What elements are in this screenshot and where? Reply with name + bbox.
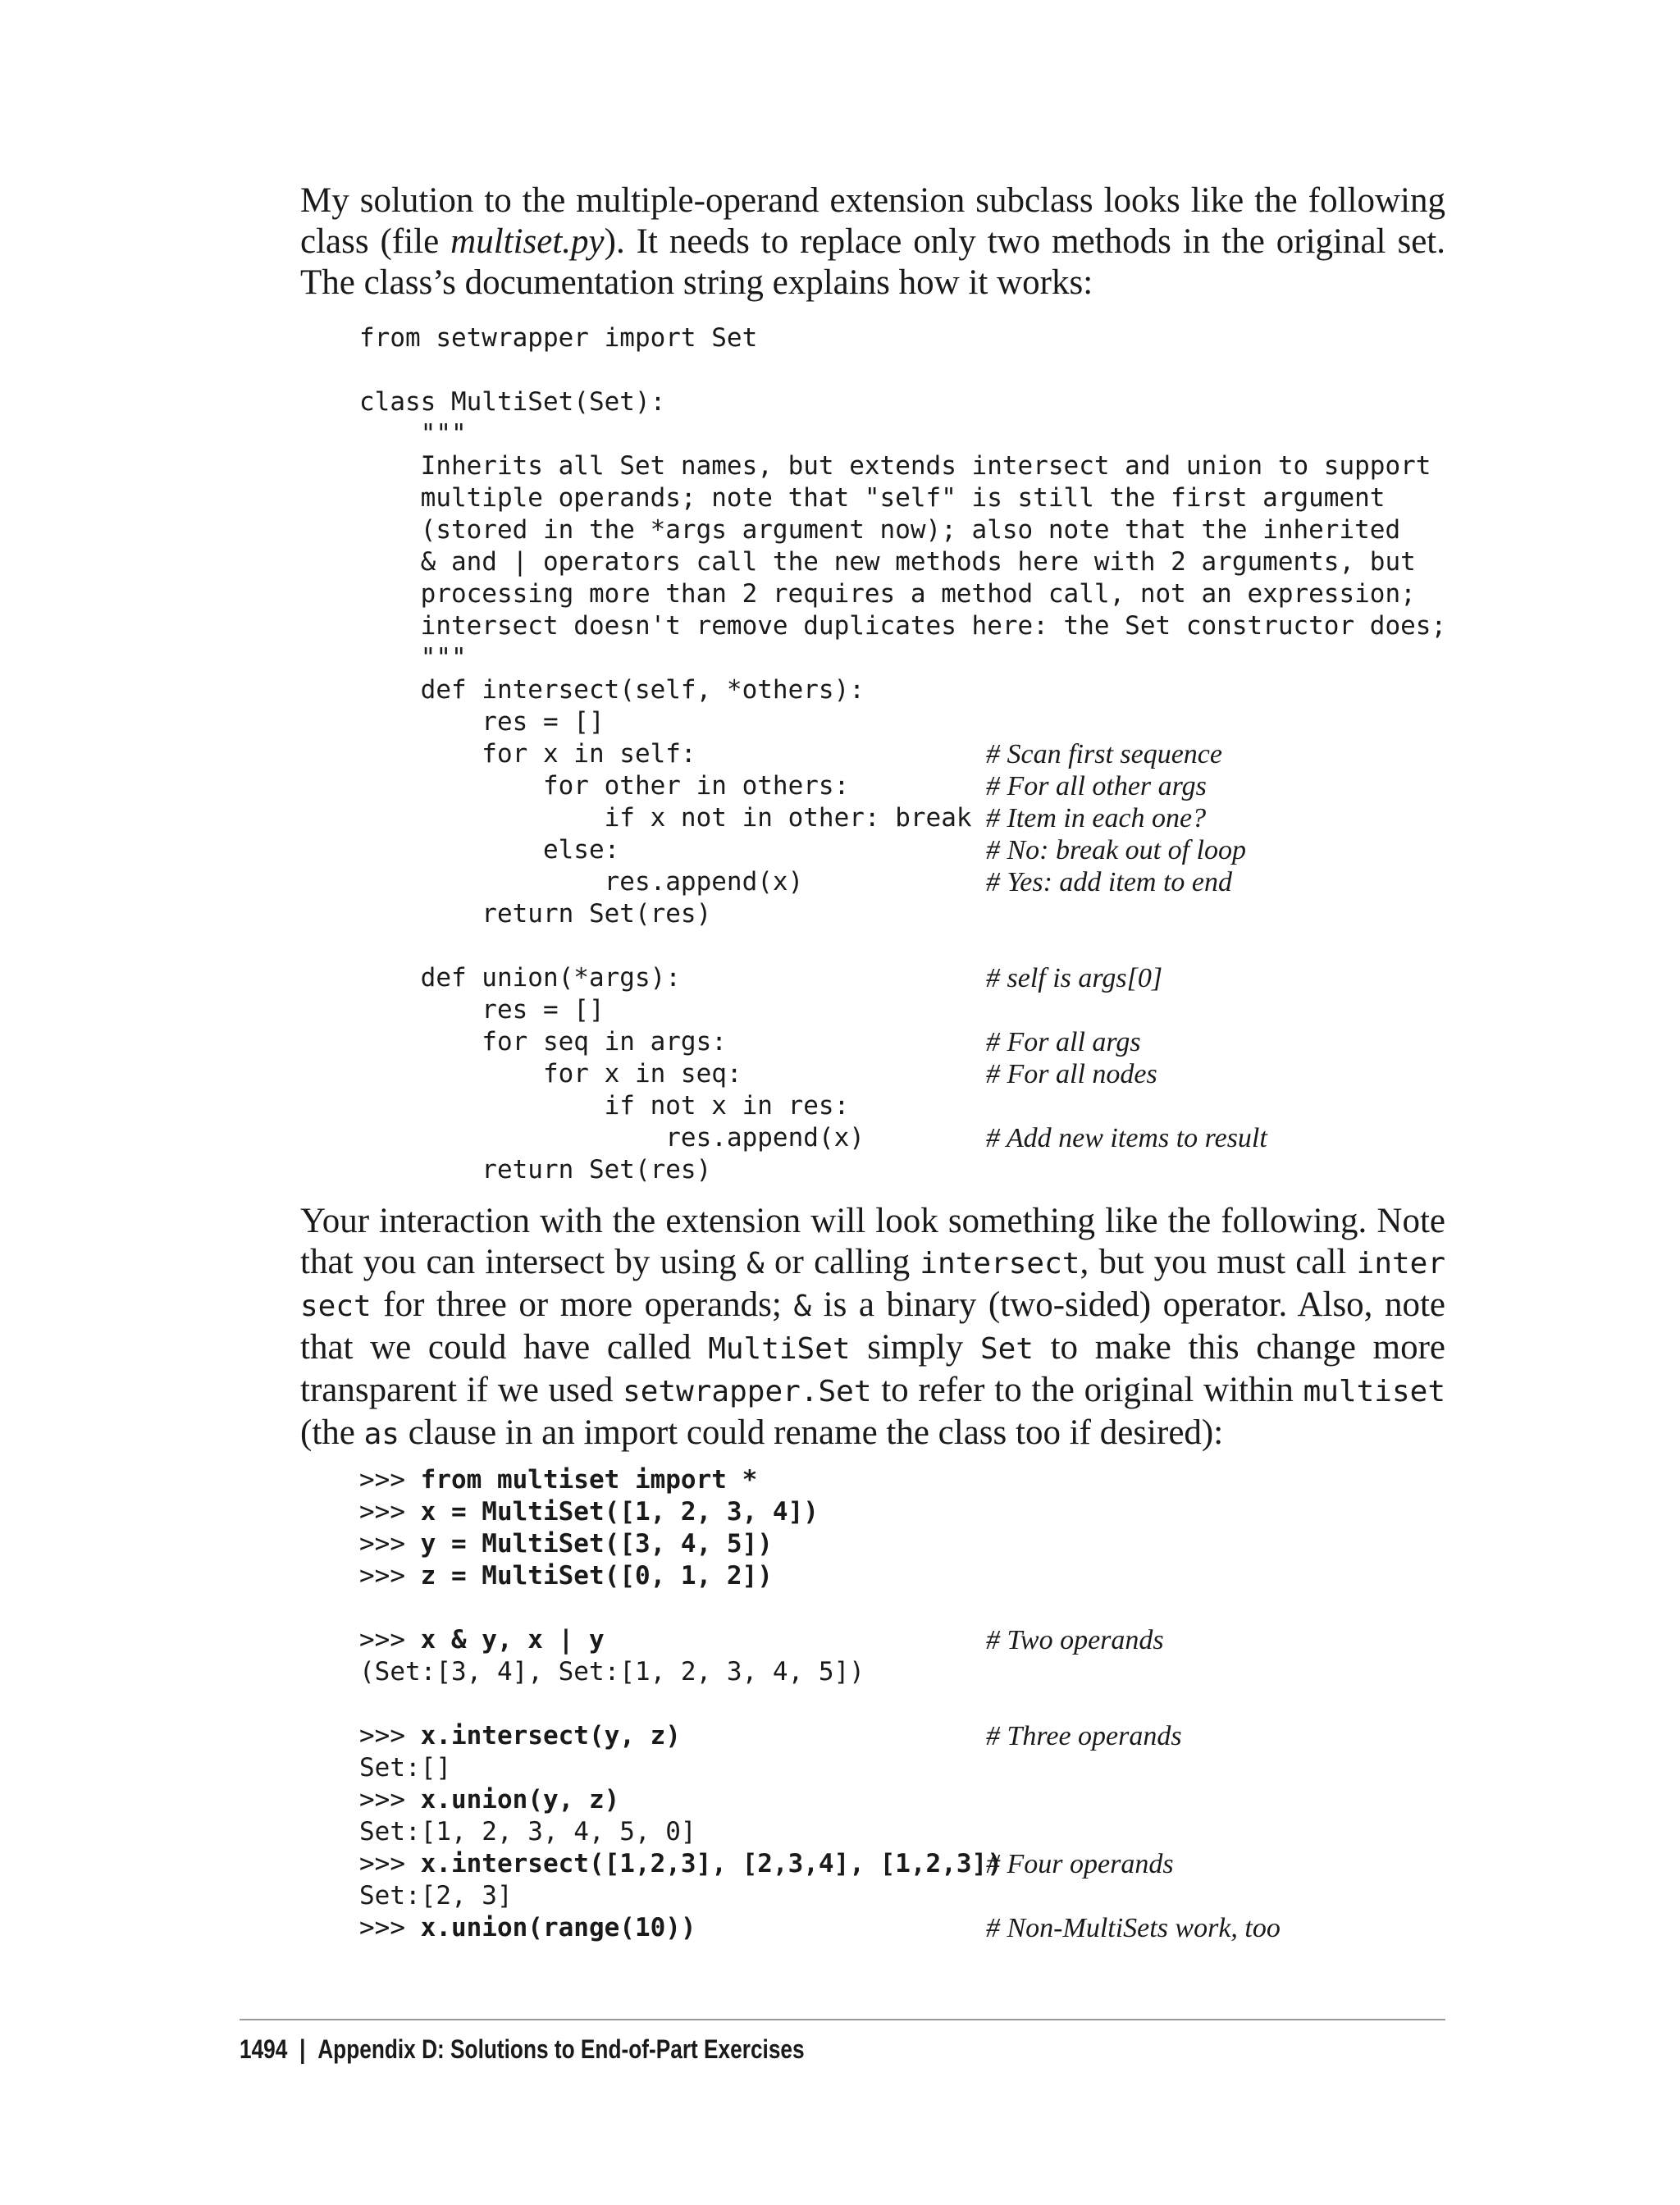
repl-prompt: >>> [359,1497,421,1527]
code-text: for seq in args: [359,1027,727,1057]
code-line [359,738,1446,770]
code-text: return Set(res) [359,1155,712,1185]
inline-code-setwrapper-set: setwrapper.Set [623,1375,872,1408]
code-text: intersect doesn't remove duplicates here: the Set constructor does; [359,611,1447,641]
code-line [359,1624,1164,1656]
chapter-title: Appendix D: Solutions to End-of-Part Exercises [317,2034,805,2064]
repl-prompt: >>> [359,1721,421,1751]
code-text: """ [359,643,467,673]
code-text: for x in seq: [359,1059,742,1089]
repl-prompt: >>> [359,1913,421,1942]
code-text: z = MultiSet([0, 1, 2]) [420,1561,773,1591]
repl-prompt: >>> [359,1561,421,1591]
code-line [359,1752,1002,1784]
code-comment: # For all args [986,1027,1141,1057]
interaction-paragraph [300,1201,1445,1455]
code-listing-multiset-class [359,322,1446,1186]
code-text: multiple operands; note that "self" is still the first argument [359,483,1386,513]
code-line [359,1058,1446,1090]
code-line [359,546,1446,578]
repl-output: (Set:[3, 4], Set:[1, 2, 3, 4, 5]) [359,1657,865,1687]
inline-code-set: Set [979,1332,1034,1366]
code-line [359,322,1446,354]
repl-output: Set:[] [359,1753,451,1783]
inline-code-multiset-class: MultiSet [708,1332,851,1366]
code-line [359,802,1446,834]
code-comment: # Four operands [986,1849,1174,1879]
code-line [359,386,1446,418]
interaction-text-8: to refer to the original within [871,1371,1303,1409]
inline-code-as: as [363,1418,399,1451]
code-line [359,418,1446,450]
code-line [359,578,1446,610]
code-text: if not x in res: [359,1091,850,1121]
code-line [359,1592,1002,1624]
code-line [359,1528,1002,1560]
interaction-text-9: (the [300,1413,364,1452]
inline-code-intersect: intersect [920,1247,1080,1281]
code-comment: # Item in each one? [986,803,1207,833]
inline-code-multiset-module: multiset [1303,1375,1445,1408]
code-line [359,354,1446,386]
repl-prompt: >>> [359,1465,421,1495]
code-text: y = MultiSet([3, 4, 5]) [420,1529,773,1559]
inline-code-inter-sect: inter sect [300,1247,1446,1323]
code-text: x.intersect(y, z) [420,1721,681,1751]
code-comment: # Two operands [986,1625,1164,1655]
code-text: from multiset import * [420,1465,758,1495]
code-line [359,514,1446,546]
intro-text-1: My solution to the multiple-operand extension subclass looks like the following class (file [300,181,1445,261]
code-listing-interactive-session [359,1464,1281,1944]
code-text: res.append(x) [359,1123,865,1153]
code-line [359,1880,1002,1912]
code-comment: # self is args[0] [986,963,1163,993]
code-line [359,1154,1446,1186]
code-line [359,1848,1174,1880]
code-line [359,1688,1002,1720]
code-line [359,962,1446,994]
code-text: res = [] [359,707,605,737]
code-text: def union(*args): [359,963,681,993]
repl-output: Set:[1, 2, 3, 4, 5, 0] [359,1817,696,1847]
code-line [359,450,1446,482]
inline-code-ampersand: & [746,1247,765,1281]
code-text: def intersect(self, *others): [359,675,865,705]
code-text: for other in others: [359,771,850,801]
code-comment: # Non-MultiSets work, too [986,1913,1281,1943]
code-text: for x in self: [359,739,696,769]
repl-output: Set:[2, 3] [359,1881,513,1911]
code-comment: # Scan first sequence [986,739,1222,769]
code-text: x & y, x | y [420,1625,605,1655]
code-line [359,642,1446,674]
code-text: x.intersect([1,2,3], [2,3,4], [1,2,3]) [420,1849,1002,1879]
code-line [359,770,1446,802]
code-line [359,674,1446,706]
code-text: x.union(y, z) [420,1785,620,1815]
footer-separator: | [299,2034,306,2064]
code-comment: # Three operands [986,1721,1182,1751]
interaction-text-1: Your interaction with the extension will look something like the following. Note that you can intersect by using [300,1202,1445,1281]
page-number: 1494 [240,2034,288,2064]
code-text: & and | operators call the new methods here with 2 arguments, but [359,547,1416,577]
code-line [359,482,1446,514]
code-line [359,834,1446,866]
code-comment: # No: break out of loop [986,835,1246,865]
code-text: Inherits all Set names, but extends intersect and union to support [359,451,1431,481]
code-line [359,1560,1002,1592]
interaction-text-5: is a binary (two-sided) operator. Also, note that we could have called [300,1285,1446,1367]
intro-filename: multiset.py [450,222,605,261]
interaction-text-6: simply [850,1328,980,1367]
code-text: res.append(x) [359,867,804,897]
code-line [359,1122,1446,1154]
code-line [359,706,1446,738]
intro-text-2: ). It needs to replace only two methods in the original set. The class’s documentation string explains how it works: [300,222,1445,302]
repl-prompt: >>> [359,1625,421,1655]
code-line [359,1816,1002,1848]
repl-prompt: >>> [359,1849,421,1879]
code-line [359,1784,1002,1816]
code-text: return Set(res) [359,899,712,929]
intro-paragraph [300,180,1445,304]
code-line [359,610,1446,642]
interaction-text-2: or calling [764,1243,920,1281]
code-text: res = [] [359,995,605,1025]
code-comment: # For all nodes [986,1059,1157,1089]
interaction-text-3: , but you must call [1080,1243,1357,1281]
repl-prompt: >>> [359,1785,421,1815]
code-line [359,1090,1446,1122]
interaction-text-4: for three or more operands; [371,1285,794,1324]
code-text: x.union(range(10)) [420,1913,696,1942]
code-text: x = MultiSet([1, 2, 3, 4]) [420,1497,819,1527]
code-line [359,1656,1002,1688]
code-line [359,1464,1002,1496]
code-line [359,994,1446,1026]
code-text: class MultiSet(Set): [359,387,666,417]
code-line [359,1720,1182,1752]
repl-prompt: >>> [359,1529,421,1559]
code-comment: # For all other args [986,771,1207,801]
code-text: processing more than 2 requires a method call, not an expression; [359,579,1416,609]
code-text: from setwrapper import Set [359,323,758,353]
code-comment: # Yes: add item to end [986,867,1233,897]
interaction-text-10: clause in an import could rename the class too if desired): [399,1413,1224,1452]
code-text: (stored in the *args argument now); also note that the inherited [359,515,1401,545]
code-line [359,930,1446,962]
code-line [359,1912,1281,1944]
code-text: else: [359,835,620,865]
code-text: """ [359,419,467,449]
footer-divider [240,2019,1445,2020]
interaction-text-7: to make this change more transparent if we used [300,1328,1445,1409]
inline-code-ampersand-2: & [793,1290,812,1323]
code-line [359,1496,1002,1528]
page-footer [240,2033,805,2066]
code-text: if x not in other: break [359,803,972,833]
code-line [359,898,1446,930]
code-line [359,1026,1446,1058]
code-line [359,866,1446,898]
code-comment: # Add new items to result [986,1123,1267,1153]
